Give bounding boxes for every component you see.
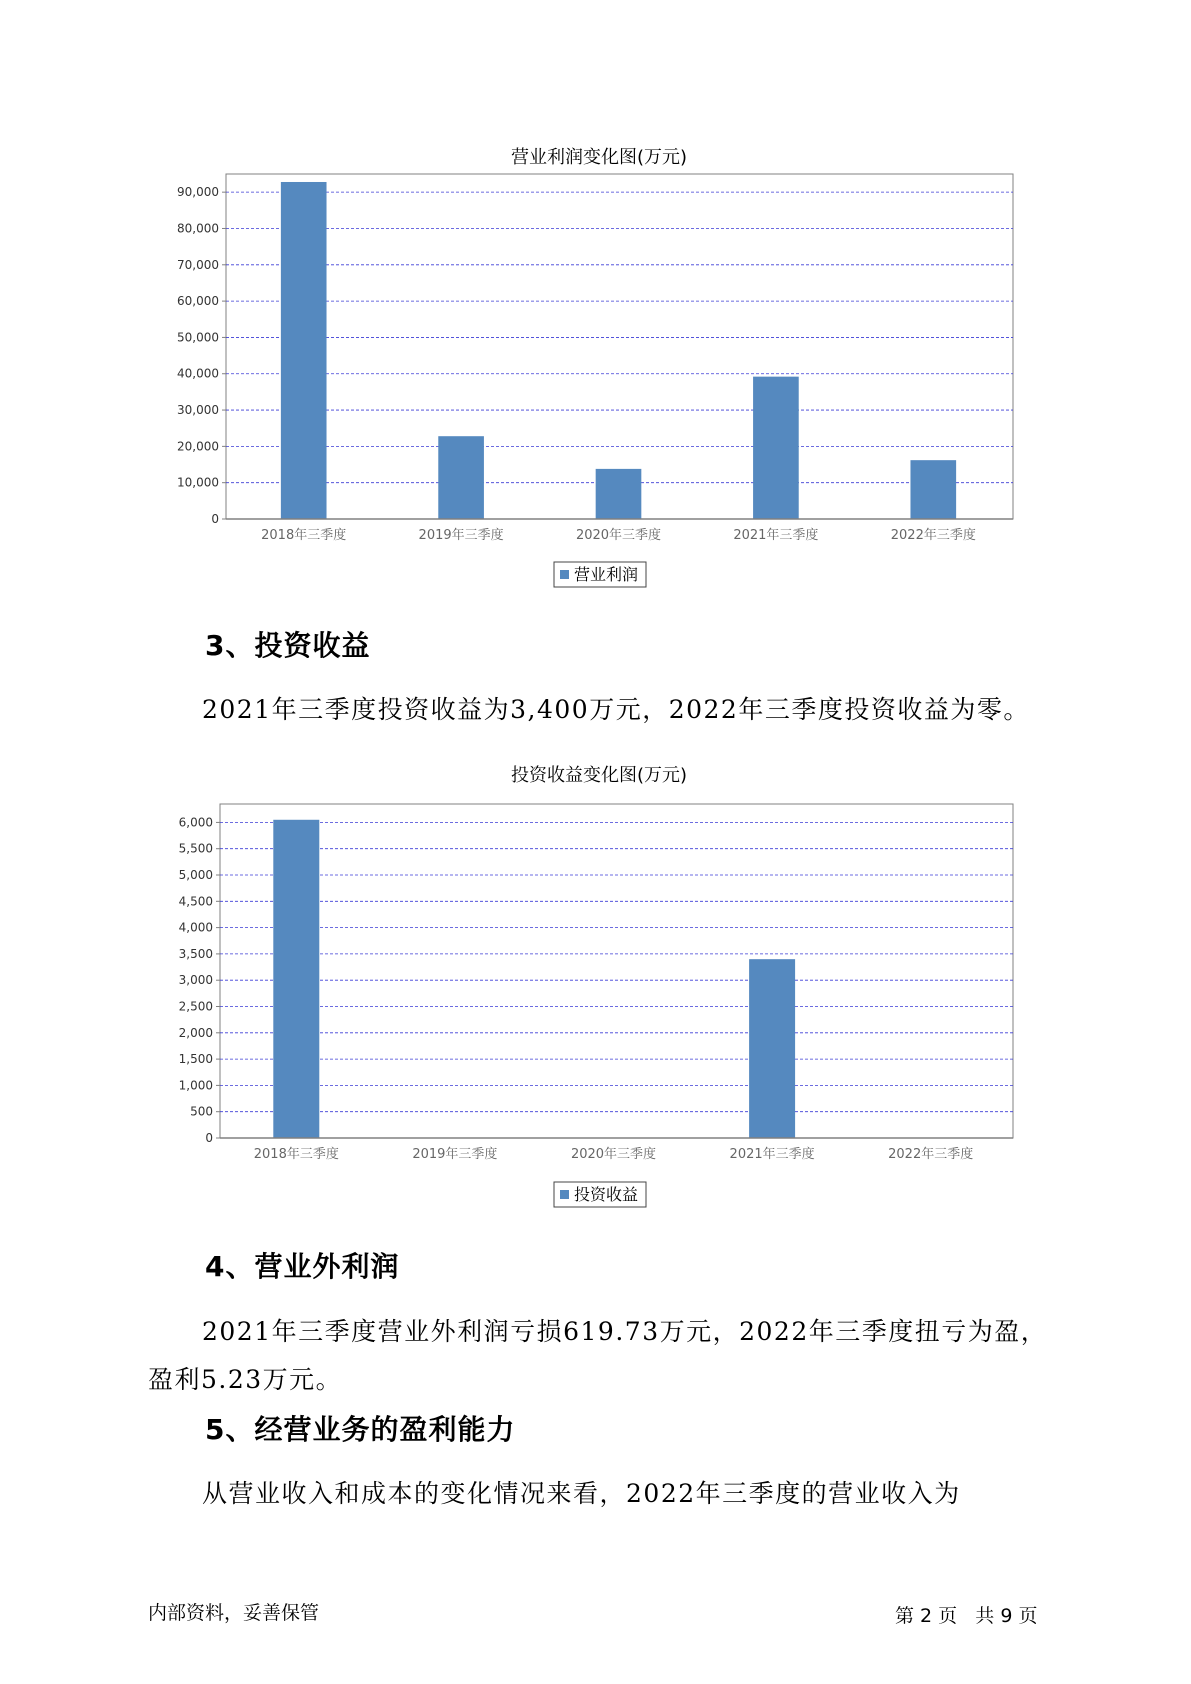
footer-page-number: 第 2 页 共 9 页	[895, 1605, 1038, 1627]
y-tick-label: 80,000	[177, 221, 219, 236]
bar	[273, 820, 319, 1138]
bar	[749, 959, 795, 1138]
x-tick-label: 2018年三季度	[261, 528, 347, 543]
x-tick-label: 2019年三季度	[412, 1147, 498, 1162]
section-4-paragraph-line2: 盈利5.23万元。	[148, 1365, 343, 1394]
section-4-heading: 4、营业外利润	[205, 1250, 400, 1283]
y-tick-label: 30,000	[177, 403, 219, 418]
x-tick-label: 2019年三季度	[418, 528, 504, 543]
section-5-paragraph: 从营业收入和成本的变化情况来看，2022年三季度的营业收入为	[202, 1479, 961, 1508]
y-tick-label: 60,000	[177, 294, 219, 309]
y-tick-label: 2,500	[178, 999, 213, 1014]
y-tick-label: 1,000	[178, 1078, 213, 1093]
x-tick-label: 2018年三季度	[253, 1147, 339, 1162]
section-3-paragraph: 2021年三季度投资收益为3,400万元，2022年三季度投资收益为零。	[202, 695, 1030, 724]
x-tick-label: 2020年三季度	[575, 528, 662, 543]
y-tick-label: 3,500	[178, 946, 213, 961]
section-5-heading: 5、经营业务的盈利能力	[205, 1413, 516, 1446]
legend-label: 营业利润	[574, 565, 639, 584]
section-4-paragraph-line1: 2021年三季度营业外利润亏损619.73万元，2022年三季度扭亏为盈，	[202, 1317, 1048, 1346]
x-tick-label: 2021年三季度	[733, 528, 819, 543]
y-tick-label: 0	[211, 512, 219, 526]
x-tick-label: 2022年三季度	[890, 528, 976, 543]
y-tick-label: 5,000	[178, 868, 213, 883]
footer-confidential-note: 内部资料，妥善保管	[148, 1602, 320, 1624]
plot-area	[220, 804, 1013, 1138]
x-tick-label: 2022年三季度	[888, 1147, 974, 1162]
y-tick-label: 500	[190, 1104, 213, 1119]
x-tick-label: 2020年三季度	[570, 1147, 657, 1162]
legend-swatch	[560, 1190, 569, 1199]
section-3-heading: 3、投资收益	[205, 629, 371, 662]
y-tick-label: 90,000	[177, 185, 219, 200]
y-tick-label: 50,000	[177, 330, 219, 345]
x-tick-label: 2021年三季度	[729, 1147, 815, 1162]
y-tick-label: 70,000	[177, 257, 219, 272]
legend-label: 投资收益	[574, 1185, 639, 1204]
chart-title: 投资收益变化图(万元)	[510, 765, 688, 786]
y-tick-label: 5,500	[178, 841, 213, 856]
y-tick-label: 0	[205, 1131, 213, 1145]
y-tick-label: 20,000	[177, 439, 219, 454]
chart-title: 营业利润变化图(万元)	[510, 147, 688, 168]
y-tick-label: 2,000	[178, 1025, 213, 1040]
y-tick-label: 40,000	[177, 366, 219, 381]
y-tick-label: 6,000	[178, 815, 213, 830]
y-tick-label: 4,500	[178, 894, 213, 909]
y-tick-label: 10,000	[177, 475, 219, 490]
y-tick-label: 4,000	[178, 920, 213, 935]
y-tick-label: 1,500	[178, 1052, 213, 1067]
y-tick-label: 3,000	[178, 973, 213, 988]
